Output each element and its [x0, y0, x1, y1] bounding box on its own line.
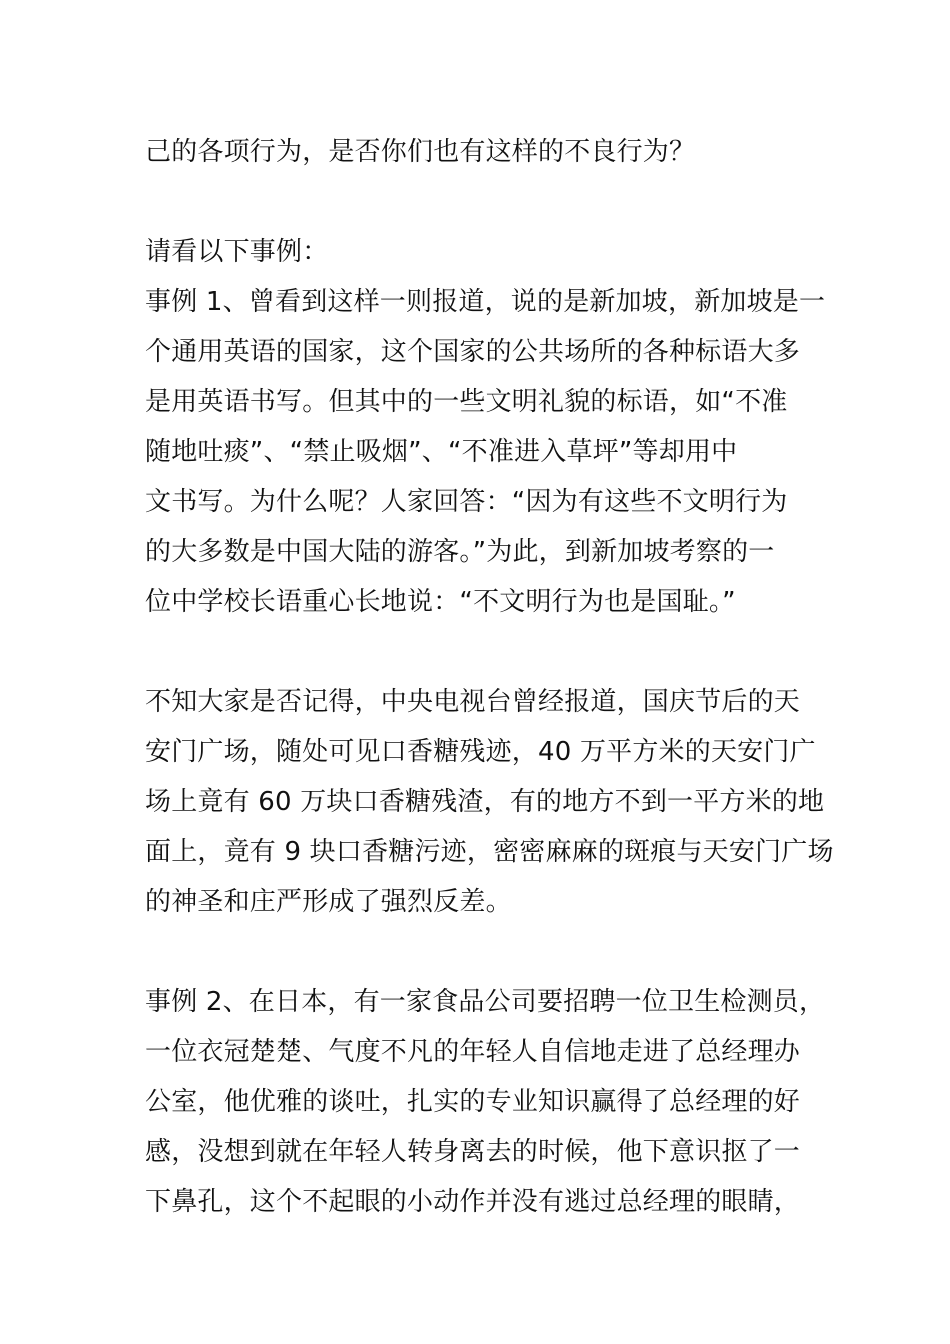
text-line: 位中学校长语重心长地说：“不文明行为也是国耻。”	[145, 587, 736, 617]
text-line: 面上，竟有 9 块口香糖污迹，密密麻麻的斑痕与天安门广场	[145, 837, 834, 867]
text-line: 不知大家是否记得，中央电视台曾经报道，国庆节后的天	[145, 687, 801, 717]
text-line: 安门广场，随处可见口香糖残迹，40 万平方米的天安门广	[145, 737, 816, 767]
text-line: 己的各项行为，是否你们也有这样的不良行为？	[145, 137, 696, 167]
text-line: 是用英语书写。但其中的一些文明礼貌的标语，如“不准	[145, 387, 788, 417]
text-line: 一位衣冠楚楚、气度不凡的年轻人自信地走进了总经理办	[145, 1037, 801, 1067]
text-line: 公室，他优雅的谈吐，扎实的专业知识赢得了总经理的好	[145, 1087, 801, 1117]
text-line: 文书写。为什么呢？人家回答：“因为有这些不文明行为	[145, 487, 788, 517]
text-line: 事例 1、曾看到这样一则报道，说的是新加坡，新加坡是一	[145, 287, 826, 317]
text-line: 的大多数是中国大陆的游客。”为此，到新加坡考察的一	[145, 537, 775, 567]
text-line: 场上竟有 60 万块口香糖残渣，有的地方不到一平方米的地	[145, 787, 825, 817]
text-line: 下鼻孔，这个不起眼的小动作并没有逃过总经理的眼睛，	[145, 1187, 801, 1217]
text-line: 感，没想到就在年轻人转身离去的时候，他下意识抠了一	[145, 1137, 801, 1167]
text-line: 的神圣和庄严形成了强烈反差。	[145, 887, 512, 917]
text-line: 随地吐痰”、“禁止吸烟”、“不准进入草坪”等却用中	[145, 437, 738, 467]
text-line: 个通用英语的国家，这个国家的公共场所的各种标语大多	[145, 337, 801, 367]
text-line: 请看以下事例：	[145, 237, 329, 267]
text-line: 事例 2、在日本，有一家食品公司要招聘一位卫生检测员，	[145, 987, 826, 1017]
